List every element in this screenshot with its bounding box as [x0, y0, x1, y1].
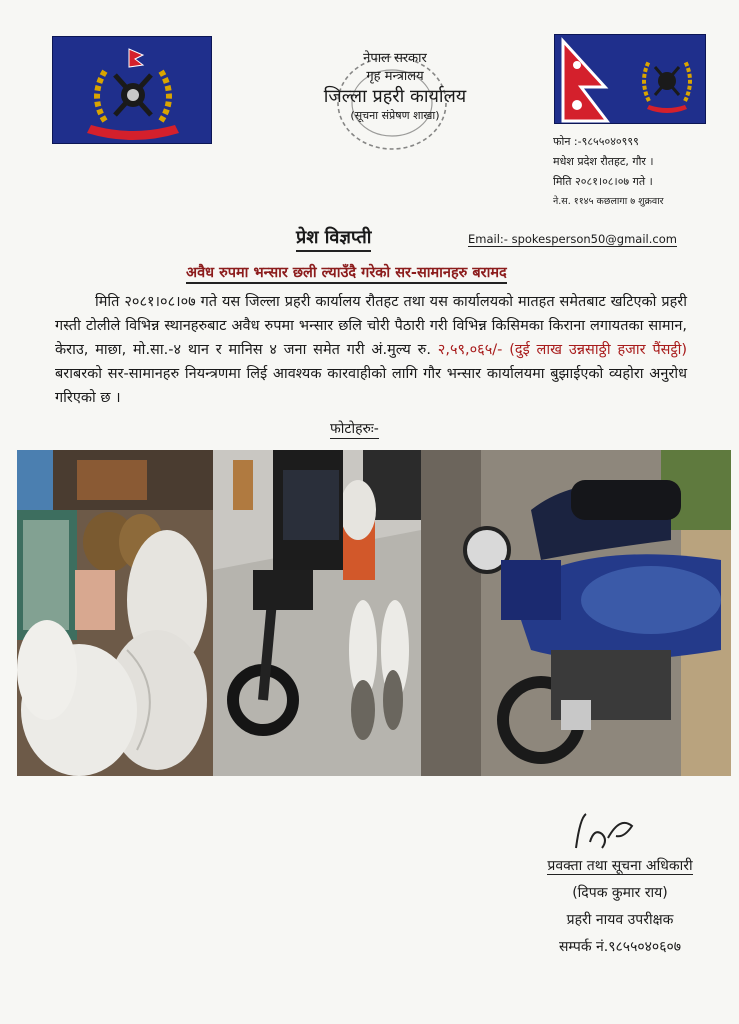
email-link[interactable]: Email:- spokesperson50@gmail.com: [468, 232, 677, 246]
nepal-samvat-date: ने.स. ११४५ कछलागा ७ शुक्रवार: [553, 196, 664, 207]
press-release-body: [55, 290, 687, 410]
contact-date: मिति २०८१।०८।०७ गते ।: [553, 175, 653, 188]
photos-label: फोटोहरुः-: [330, 421, 379, 437]
signature-block: [522, 853, 718, 961]
seized-amount: २,५९,०६५/- (दुई लाख उन्नसाठ्ठी हजार पैंसट्ठी): [437, 342, 687, 358]
nepal-flag-logo: [554, 34, 706, 124]
office-section: (सूचना संप्रेषण शाखा): [350, 109, 440, 123]
body-text-part1: मिति २०८१।०८।०७ गते यस जिल्ला प्रहरी कार्यालय रौतहट तथा यस कार्यालयको मातहत समेतबाट खटिएको प्रहरी गस्ती टोलीले विभिन्न स्थानहरुबाट अवैध रुपमा भन्सार छलि चोरी पैठारी गरी विभिन्न किसिमका किराना लगायतका सामान, केराउ, माछा, मो.सा.-४ थान र मानिस ४ जना समेत गरी अं.मुल्य रु.: [55, 294, 687, 358]
press-release-title: प्रेश विज्ञप्ती: [296, 225, 371, 252]
office-stamp: [332, 52, 452, 154]
handwritten-signature: [568, 808, 638, 858]
press-release-subtitle: अवैध रुपमा भन्सार छली ल्याउँदै गरेको सर-सामानहरु बरामद: [186, 262, 507, 284]
photo-motorcycle-bags: [213, 450, 421, 776]
contact-phone: फोन :-९८५५०४०९९९: [553, 135, 639, 148]
office-name: जिल्ला प्रहरी कार्यालय: [323, 86, 467, 108]
contact-info: [553, 132, 733, 212]
signatory-designation: प्रवक्ता तथा सूचना अधिकारी: [547, 858, 693, 874]
signatory-phone: सम्पर्क नं.९८५५०४०६०७: [558, 939, 682, 955]
header-line2: गृह मन्त्रालय: [366, 68, 424, 84]
signatory-name: (दिपक कुमार राय): [572, 885, 668, 901]
header-line1: नेपाल सरकार: [363, 51, 427, 66]
signatory-rank: प्रहरी नायव उपरीक्षक: [566, 912, 674, 928]
police-emblem-logo: [52, 36, 212, 144]
photo-seized-motorcycles: [421, 450, 731, 776]
photo-seized-goods: [17, 450, 213, 776]
contact-address: मधेश प्रदेश रौतहट, गौर ।: [553, 155, 654, 168]
body-text-part2: बराबरको सर-सामानहरु नियन्त्रणमा लिई आवश्यक कारवाहीको लागि गौर भन्सार कार्यालयमा बुझाईएको व्यहोरा अनुरोध गरिएको छ ।: [55, 366, 687, 406]
